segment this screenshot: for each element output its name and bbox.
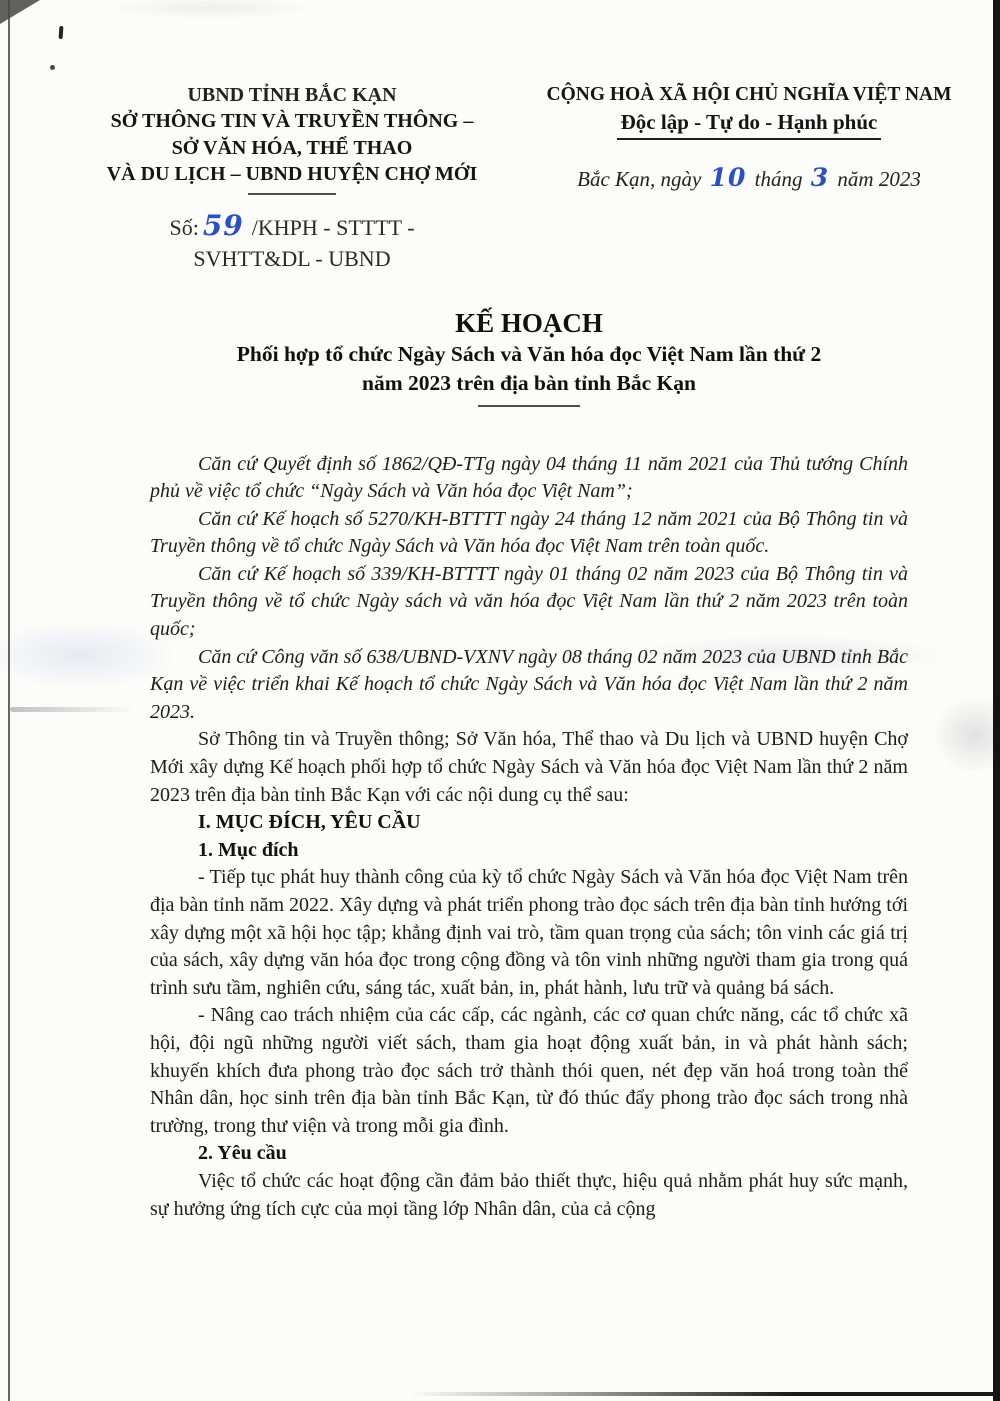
agency-separator-line — [248, 193, 336, 195]
body-paragraph: - Tiếp tục phát huy thành công của kỳ tổ chức Ngày Sách và Văn hóa đọc Việt Nam trên địa bàn tỉnh năm 2022. Xây dựng và phát triển phong trào đọc sách trên địa bàn tỉnh hướng tới xây dựng một xã hội học tập; khẳng định vai trò, tầm quan trọng của sách; tôn vinh các giá trị của sách, xây dựng văn hóa đọc trong cộng đồng và tôn vinh những người tham gia trong quá trình sưu tầm, nghiên cứu, sáng tác, xuất bản, in, phát hành, lưu trữ và quảng bá sách. — [150, 866, 908, 999]
doc-number-suffix: /KHPH - STTTT - — [251, 214, 415, 240]
document-subtitle-2: năm 2023 trên địa bàn tỉnh Bắc Kạn — [362, 371, 696, 395]
place-date-line — [518, 163, 980, 192]
org-name-line-2: SỞ VĂN HÓA, THỂ THAO — [171, 136, 413, 159]
ink-speck — [50, 65, 55, 70]
document-header — [0, 0, 1000, 274]
document-content — [150, 306, 908, 1224]
body-paragraph: - Nâng cao trách nhiệm của các cấp, các ngành, các cơ quan chức năng, các tổ chức xã hội, đội ngũ những người viết sách, tham gia hoạt động xuất bản, in và phát hành sách; khuyến khích đưa phong trào đọc sách trở thành thói quen, nét đẹp văn hoá trong toàn thể Nhân dân, học sinh trên địa bàn tỉnh Bắc Kạn, từ đó thúc đẩy phong trào đọc sách trong nhà trường, trong thư viện và trong mỗi gia đình. — [150, 1004, 908, 1137]
doc-number-handwritten: 59 — [202, 208, 244, 242]
date-prefix: Bắc Kạn, ngày — [577, 167, 702, 191]
national-title: CỘNG HOÀ XÃ HỘI CHỦ NGHĨA VIỆT NAM — [546, 84, 952, 105]
body-paragraph: Việc tổ chức các hoạt động cần đảm bảo thiết thực, hiệu quả nhằm phát huy sức mạnh, sự hưởng ứng tích cực của mọi tầng lớp Nhân dân, của cả cộng — [150, 1169, 908, 1220]
scan-bottom-line — [410, 1392, 995, 1396]
issuing-agency-block — [76, 82, 508, 274]
legal-basis-paragraph: Căn cứ Quyết định số 1862/QĐ-TTg ngày 04 tháng 11 năm 2021 của Thủ tướng Chính phủ về việc tổ chức “Ngày Sách và Văn hóa đọc Việt Nam”; — [150, 452, 908, 503]
date-month-handwritten: 3 — [810, 163, 830, 192]
subsection-heading-yeu-cau: 2. Yêu cầu — [198, 1142, 287, 1165]
legal-basis-paragraph: Căn cứ Kế hoạch số 339/KH-BTTTT ngày 01 tháng 02 năm 2023 của Bộ Thông tin và Truyền thông về tổ chức Ngày sách và văn hóa đọc Việt Nam lần thứ 2 năm 2023 trên toàn quốc; — [150, 562, 908, 641]
document-body — [150, 451, 908, 1224]
national-motto: Độc lập - Tự do - Hạnh phúc — [617, 108, 882, 140]
doc-number-prefix: Số: — [169, 214, 199, 240]
scan-left-edge-line — [8, 0, 10, 1401]
section-heading-1: I. MỤC ĐÍCH, YÊU CẦU — [198, 811, 421, 834]
scan-smudge-streak — [10, 707, 135, 712]
national-header-block — [518, 82, 980, 274]
date-day-handwritten: 10 — [709, 163, 747, 192]
legal-basis-paragraph: Căn cứ Công văn số 638/UBND-VXNV ngày 08 tháng 02 năm 2023 của UBND tỉnh Bắc Kạn về việc triển khai Kế hoạch tổ chức Ngày Sách và Văn hóa đọc Việt Nam lần thứ 2 năm 2023. — [150, 645, 908, 723]
date-suffix: năm 2023 — [837, 167, 921, 191]
intro-paragraph: Sở Thông tin và Truyền thông; Sở Văn hóa, Thể thao và Du lịch và UBND huyện Chợ Mới xây dựng Kế hoạch phối hợp tổ chức Ngày Sách và Văn hóa đọc Việt Nam lần thứ 2 năm 2023 trên địa bàn tỉnh Bắc Kạn với các nội dung cụ thể sau: — [150, 728, 908, 806]
document-number-line-2: SVHTT&DL - UBND — [193, 245, 391, 271]
legal-basis-paragraph: Căn cứ Kế hoạch số 5270/KH-BTTTT ngày 24 tháng 12 năm 2021 của Bộ Thông tin và Truyền thông về tổ chức Ngày Sách và Văn hóa đọc Việt Nam trên toàn quốc. — [150, 507, 908, 558]
document-number-line — [76, 210, 508, 244]
document-title: KẾ HOẠCH — [455, 307, 603, 338]
date-mid: tháng — [754, 167, 803, 191]
document-subtitle-1: Phối hợp tổ chức Ngày Sách và Văn hóa đọc Việt Nam lần thứ 2 — [236, 341, 822, 366]
org-parent-name: UBND TỈNH BẮC KẠN — [187, 84, 397, 106]
org-name-line-3: VÀ DU LỊCH – UBND HUYỆN CHỢ MỚI — [106, 163, 478, 185]
subsection-heading-muc-dich: 1. Mục đích — [198, 838, 299, 861]
org-name-line-1: SỞ THÔNG TIN VÀ TRUYỀN THÔNG – — [110, 110, 474, 132]
title-block — [150, 306, 908, 407]
scan-right-edge-strip — [993, 0, 1000, 1401]
title-underline — [478, 405, 580, 407]
